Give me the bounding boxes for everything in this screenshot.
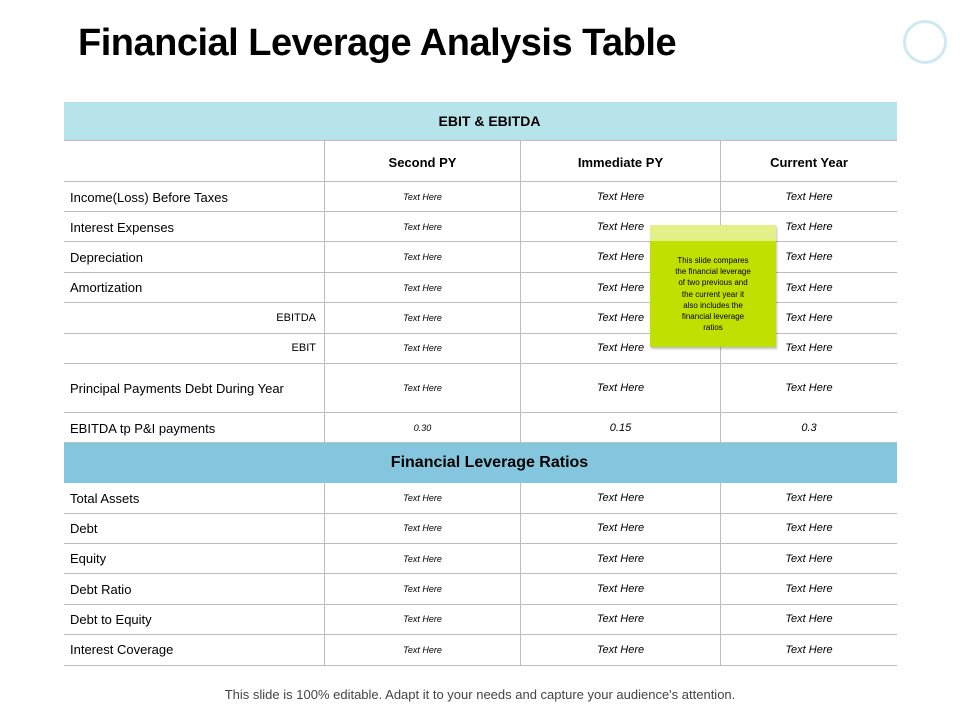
cell-immediate-py: Text Here [596, 552, 645, 565]
column-divider [520, 483, 521, 665]
row-label: Income(Loss) Before Taxes [70, 189, 228, 205]
cell-second-py: Text Here [403, 644, 442, 655]
decorative-circle-icon [903, 20, 947, 64]
row-label: Equity [70, 551, 107, 566]
note-line: of two previous and [678, 278, 748, 288]
cell-immediate-py: Text Here [596, 342, 645, 354]
column-header-current-year: Current Year [770, 154, 848, 170]
note-line: ratios [703, 323, 723, 333]
cell-second-py: Text Here [403, 383, 442, 393]
row-label: Depreciation [70, 249, 143, 265]
row-divider [64, 181, 897, 182]
cell-immediate-py: Text Here [596, 613, 645, 625]
row-divider [64, 363, 897, 364]
cell-immediate-py: Text Here [596, 492, 645, 504]
cell-current-year: 0.3 [801, 422, 817, 434]
cell-second-py: Text Here [403, 343, 442, 353]
cell-second-py: Text Here [403, 584, 442, 594]
row-divider [64, 665, 897, 666]
cell-current-year: Text Here [785, 552, 833, 565]
sticky-note-tape [650, 225, 776, 241]
cell-current-year: Text Here [785, 643, 833, 656]
note-line: financial leverage [681, 312, 745, 322]
row-label: Interest Coverage [70, 642, 174, 657]
cell-immediate-py: Text Here [596, 281, 645, 294]
row-label: EBITDA [276, 312, 316, 324]
row-divider [64, 573, 897, 574]
row-label: Debt Ratio [70, 581, 132, 597]
column-header-second-py: Second PY [388, 154, 457, 170]
cell-second-py: Text Here [403, 313, 442, 323]
row-divider [64, 634, 897, 635]
cell-immediate-py: Text Here [596, 312, 645, 324]
column-header-immediate-py: Immediate PY [577, 154, 664, 170]
row-divider [64, 543, 897, 544]
row-divider [64, 442, 897, 443]
cell-current-year: Text Here [785, 522, 833, 534]
cell-current-year: Text Here [785, 312, 833, 324]
cell-current-year: Text Here [785, 221, 833, 233]
cell-immediate-py: Text Here [596, 221, 645, 233]
cell-immediate-py: Text Here [596, 251, 645, 263]
cell-second-py: Text Here [403, 222, 442, 232]
ebit-ebitda-header: EBIT & EBITDA [64, 102, 897, 140]
cell-current-year: Text Here [785, 342, 833, 354]
cell-current-year: Text Here [785, 613, 833, 625]
cell-immediate-py: Text Here [596, 583, 645, 595]
note-line: the current year it [681, 289, 745, 299]
cell-second-py: 0.30 [413, 423, 432, 433]
cell-current-year: Text Here [785, 583, 833, 595]
cell-second-py: Text Here [403, 192, 442, 202]
footer-caption: This slide is 100% editable. Adapt it to your needs and capture your audience's attention. [224, 687, 736, 702]
row-divider [64, 412, 897, 413]
cell-second-py: Text Here [403, 614, 442, 624]
column-divider [324, 483, 325, 665]
row-label: Debt [70, 520, 98, 536]
row-divider [64, 513, 897, 514]
row-divider [64, 211, 897, 212]
row-label: Debt to Equity [70, 611, 152, 627]
row-label: Principal Payments Debt During Year [70, 380, 284, 396]
row-label: EBIT [291, 342, 316, 354]
cell-immediate-py: 0.15 [609, 422, 632, 434]
cell-current-year: Text Here [785, 251, 833, 263]
row-label: EBITDA tp P&I payments [70, 420, 216, 436]
sticky-note-text [658, 255, 768, 333]
cell-immediate-py: Text Here [596, 382, 645, 394]
column-divider [324, 140, 325, 443]
cell-second-py: Text Here [403, 252, 442, 262]
cell-current-year: Text Here [785, 191, 833, 203]
cell-current-year: Text Here [785, 492, 833, 504]
financial-leverage-ratios-header: Financial Leverage Ratios [64, 443, 897, 483]
cell-second-py: Text Here [403, 523, 442, 533]
row-label: Interest Expenses [70, 219, 175, 235]
cell-current-year: Text Here [785, 382, 833, 394]
row-divider [64, 604, 897, 605]
cell-immediate-py: Text Here [596, 522, 645, 534]
column-divider [520, 140, 521, 443]
cell-current-year: Text Here [785, 281, 833, 294]
note-line: This slide compares [677, 256, 749, 265]
column-divider [720, 483, 721, 665]
row-label: Total Assets [70, 490, 140, 506]
slide-title: Financial Leverage Analysis Table [78, 22, 677, 64]
cell-second-py: Text Here [403, 553, 442, 564]
row-label: Amortization [70, 280, 143, 295]
row-divider [64, 140, 897, 141]
cell-second-py: Text Here [403, 493, 442, 503]
note-line: the financial leverage [675, 267, 751, 277]
cell-second-py: Text Here [403, 282, 442, 293]
cell-immediate-py: Text Here [596, 191, 645, 203]
cell-immediate-py: Text Here [596, 643, 645, 656]
note-line: also includes the [683, 300, 743, 310]
sticky-note [650, 225, 776, 347]
